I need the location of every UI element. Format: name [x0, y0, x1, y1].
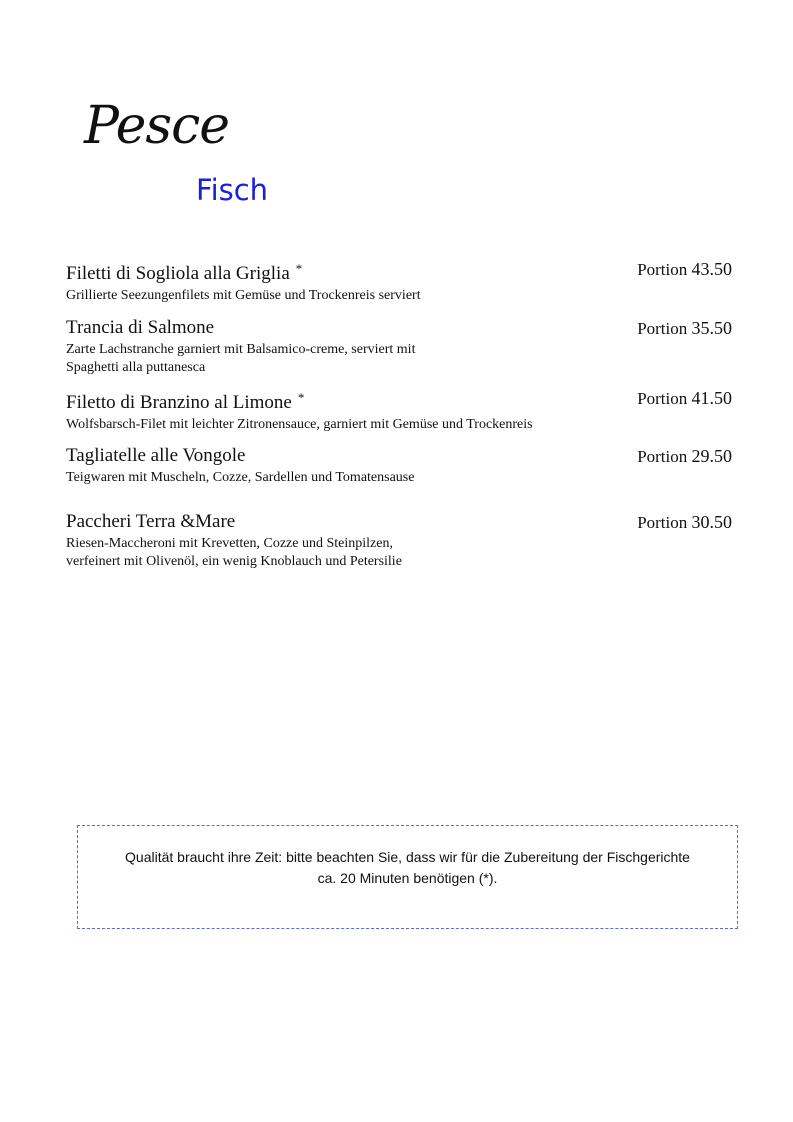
- price-label: Portion: [637, 389, 688, 408]
- price-label: Portion: [637, 513, 688, 532]
- menu-item-price: [637, 385, 732, 412]
- menu-item-description: Grillierte Seezungenfilets mit Gemüse und Trockenreis serviert: [66, 288, 421, 303]
- menu-item-price: [637, 443, 732, 470]
- menu-item-name: Filetti di Sogliola alla Griglia *: [66, 261, 303, 284]
- menu-item-name: Paccheri Terra &Mare: [66, 511, 236, 532]
- price-label: Portion: [637, 447, 688, 466]
- price-amount: 41.50: [691, 388, 732, 408]
- note-line: Qualität braucht ihre Zeit: bitte beachten Sie, dass wir für die Zubereitung der Fischgerichte: [125, 849, 690, 865]
- menu-item-name: Tagliatelle alle Vongole: [66, 445, 246, 466]
- price-amount: 29.50: [691, 446, 732, 466]
- menu-list: [66, 256, 732, 571]
- price-amount: 30.50: [691, 512, 732, 532]
- price-amount: 35.50: [691, 318, 732, 338]
- menu-item-price: [637, 315, 732, 342]
- menu-item-name: Filetto di Branzino al Limone *: [66, 390, 305, 413]
- page-title: Pesce: [84, 96, 230, 156]
- menu-item-price: [637, 256, 732, 283]
- menu-item-price: [637, 509, 732, 536]
- price-label: Portion: [637, 260, 688, 279]
- menu-item-name: Trancia di Salmone: [66, 317, 215, 338]
- asterisk-marker: *: [295, 261, 303, 276]
- menu-item-description: Teigwaren mit Muscheln, Cozze, Sardellen und Tomatensause: [66, 470, 415, 485]
- menu-item: [66, 443, 732, 487]
- menu-item-description: Zarte Lachstranche garniert mit Balsamico-creme, serviert mit Spaghetti alla puttanesca: [66, 342, 416, 375]
- preparation-time-note: [77, 825, 738, 929]
- menu-item: [66, 509, 732, 571]
- price-amount: 43.50: [691, 259, 732, 279]
- asterisk-marker: *: [297, 390, 305, 405]
- page-subtitle: Fisch: [196, 173, 269, 207]
- menu-item: [66, 385, 732, 434]
- menu-item: [66, 256, 732, 305]
- menu-item-description: Wolfsbarsch-Filet mit leichter Zitronensauce, garniert mit Gemüse und Trockenreis: [66, 417, 533, 432]
- menu-item-description: Riesen-Maccheroni mit Krevetten, Cozze und Steinpilzen, verfeinert mit Olivenöl, ein wenig Knoblauch und Petersilie: [66, 536, 402, 569]
- note-line: ca. 20 Minuten benötigen (*).: [317, 870, 498, 886]
- price-label: Portion: [637, 319, 688, 338]
- menu-item: [66, 315, 732, 377]
